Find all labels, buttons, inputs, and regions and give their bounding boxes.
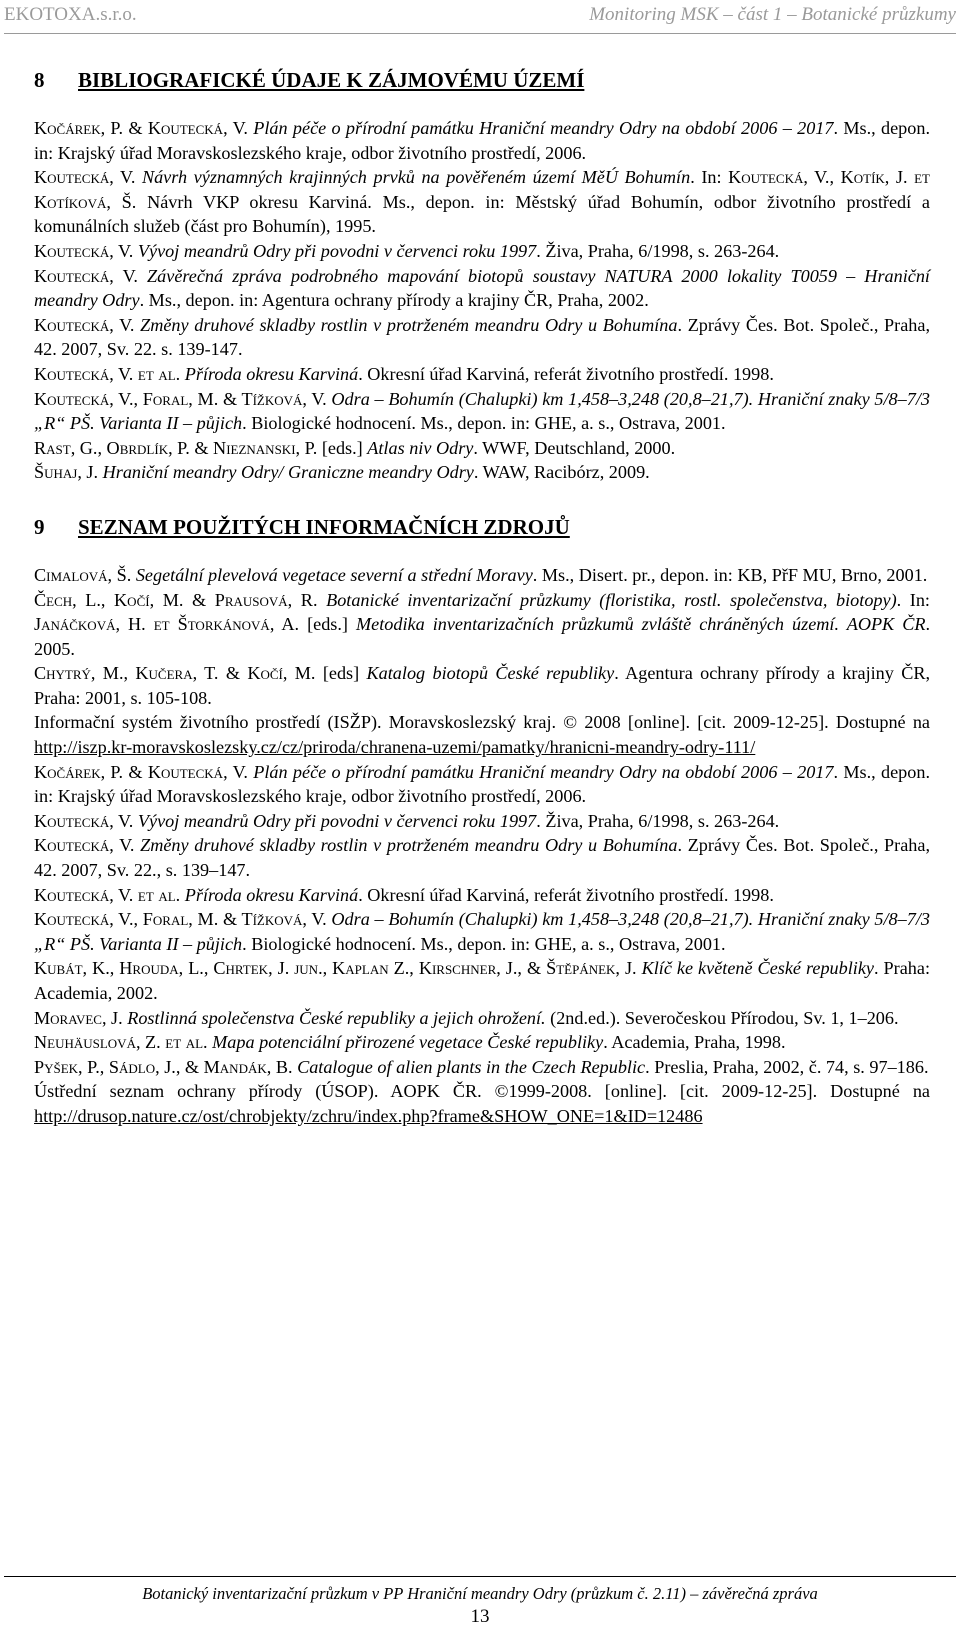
- reference-entry: [34, 661, 930, 710]
- reference-link[interactable]: http://drusop.nature.cz/ost/chrobjekty/zchru/index.php?frame&SHOW_ONE=1&ID=12486: [34, 1105, 703, 1126]
- reference-entry: [34, 1079, 930, 1128]
- reference-entry: [34, 956, 930, 1005]
- page-footer: [4, 1584, 956, 1628]
- reference-title: Vývoj meandrů Odry při povodni v červenci roku 1997: [137, 810, 537, 831]
- reference-authors: Kubát, K., Hrouda, L., Chrtek, J. jun., Kaplan Z., Kirschner, J., & Štěpánek, J.: [34, 958, 642, 979]
- reference-authors: Koutecká, V. et al.: [34, 363, 185, 384]
- reference-title: Změny druhové skladby rostlin v protrženém meandru Odry u Bohumína: [140, 314, 678, 335]
- reference-editor-note: [eds.]: [299, 614, 356, 635]
- reference-title: Plán péče o přírodní památku Hraniční meandry Odry na období 2006 – 2017: [253, 118, 834, 138]
- page-header: [4, 4, 956, 30]
- reference-source: . 2005.: [34, 614, 930, 659]
- reference-source: . Ms., depon. in: Krajský úřad Moravskoslezského kraje, odbor životního prostředí, 2006.: [34, 118, 930, 163]
- reference-source: . Živa, Praha, 6/1998, s. 263-264.: [536, 810, 780, 831]
- reference-authors: Koutecká, V.: [34, 810, 138, 831]
- reference-source: Ústřední seznam ochrany přírody (ÚSOP). AOPK ČR. ©1999-2008. [online]. [cit. 2009-12-25]. Dostupné na: [34, 1081, 930, 1102]
- reference-entry: [34, 1055, 930, 1080]
- reference-title: Catalogue of alien plants in the Czech Republic: [297, 1056, 646, 1077]
- reference-authors: Chytrý, M., Kučera, T. & Kočí, M.: [34, 663, 323, 684]
- reference-source: . In:: [896, 589, 930, 610]
- reference-entry: [34, 387, 930, 436]
- page-number: 13: [470, 1606, 490, 1627]
- reference-source: . Preslia, Praha, 2002, č. 74, s. 97–186.: [645, 1056, 929, 1077]
- reference-source: . Okresní úřad Karviná, referát životního prostředí. 1998.: [358, 363, 774, 384]
- reference-title: Vývoj meandrů Odry při povodni v červenci roku 1997: [137, 240, 537, 261]
- reference-source: . In:: [690, 167, 729, 188]
- reference-entry: [34, 809, 930, 834]
- reference-title: Změny druhové skladby rostlin v protrženém meandru Odry u Bohumína: [140, 835, 678, 856]
- reference-authors: Koutecká, V. et al.: [34, 884, 185, 905]
- header-project: Monitoring MSK – část 1 – Botanické průzkumy: [589, 4, 956, 25]
- reference-authors: Koutecká, V.: [34, 835, 141, 856]
- reference-entry: [34, 264, 930, 313]
- reference-title: Rostlinná společenstva České republiky a jejich ohrožení.: [127, 1007, 546, 1028]
- reference-source: . Academia, Praha, 1998.: [603, 1032, 786, 1053]
- reference-source: . WAW, Racibórz, 2009.: [473, 462, 650, 483]
- reference-entry: [34, 362, 930, 387]
- reference-authors: Koutecká, V.: [34, 265, 148, 286]
- reference-entry: [34, 313, 930, 362]
- reference-entry: [34, 436, 930, 461]
- reference-source: . Praha: Academia, 2002.: [34, 958, 931, 1003]
- reference-authors: Cimalová, Š.: [34, 564, 136, 585]
- section-number: 8: [34, 68, 45, 92]
- reference-source: . Ms., Disert. pr., depon. in: KB, PřF MU, Brno, 2001.: [532, 564, 928, 585]
- header-company: EKOTOXA.s.r.o.: [4, 4, 137, 25]
- reference-source: . Biologické hodnocení. Ms., depon. in: GHE, a. s., Ostrava, 2001.: [242, 933, 726, 954]
- reference-link[interactable]: http://iszp.kr-moravskoslezsky.cz/cz/priroda/chranena-uzemi/pamatky/hranicni-meandry-odry-111/: [34, 737, 756, 758]
- reference-source: . Biologické hodnocení. Ms., depon. in: GHE, a. s., Ostrava, 2001.: [242, 413, 726, 434]
- reference-editor-note: [eds.]: [321, 437, 368, 458]
- reference-authors: Koutecká, V.: [34, 240, 138, 261]
- reference-authors: Koutecká, V., Foral, M. & Tížková, V.: [34, 388, 332, 409]
- reference-title: Atlas niv Odry: [367, 437, 474, 458]
- reference-title: Hraniční meandry Odry/ Graniczne meandry Odry: [102, 462, 474, 483]
- reference-title: Metodika inventarizačních průzkumů zvláště chráněných území. AOPK ČR: [356, 614, 926, 635]
- reference-source: . Agentura ochrany přírody a krajiny ČR, Praha: 2001, s. 105-108.: [34, 663, 931, 708]
- reference-authors: Koutecká, V.: [34, 314, 141, 335]
- reference-authors: Koutecká, V.: [34, 167, 142, 188]
- reference-source: Informační systém životního prostředí (ISŽP). Moravskoslezský kraj. © 2008 [online]. [cit. 2009-12-25]. Dostupné na: [34, 712, 930, 733]
- reference-entry: [34, 710, 930, 759]
- reference-title: Odra – Bohumín (Chalupki) km 1,458–3,248 (20,8–21,7). Hraniční znaky 5/8–7/3 „R“ PŠ. Varianta II – půjich: [34, 909, 930, 954]
- reference-source: . Zprávy Čes. Bot. Společ., Praha, 42. 2007, Sv. 22. s. 139-147.: [34, 314, 930, 360]
- reference-title: Návrh významných krajinných prvků na pověřeném území MěÚ Bohumín: [141, 167, 691, 188]
- reference-entry: [34, 165, 930, 239]
- reference-entry: [34, 760, 930, 809]
- reference-editor-note: [eds]: [322, 663, 367, 684]
- reference-authors: Koutecká, V., Kotík, J. et Kotíková, Š.: [34, 167, 930, 212]
- reference-title: Mapa potenciální přirozené vegetace České republiky: [212, 1032, 604, 1053]
- reference-entry: [34, 883, 930, 908]
- reference-title: Plán péče o přírodní památku Hraniční meandry Odry na období 2006 – 2017: [253, 761, 834, 782]
- footer-rule: [4, 1576, 956, 1577]
- reference-entry: [34, 460, 930, 485]
- header-rule: [4, 33, 956, 34]
- reference-entry: [34, 1030, 930, 1055]
- reference-source: . WWF, Deutschland, 2000.: [473, 437, 676, 458]
- reference-title: Odra – Bohumín (Chalupki) km 1,458–3,248 (20,8–21,7). Hraniční znaky 5/8–7/3 „R“ PŠ. Varianta II – půjich: [34, 388, 930, 434]
- reference-entry: [34, 1006, 930, 1031]
- reference-source: . Ms., depon. in: Krajský úřad Moravskoslezského kraje, odbor životního prostředí, 2006.: [34, 761, 930, 807]
- section-title: SEZNAM POUŽITÝCH INFORMAČNÍCH ZDROJŮ: [78, 514, 570, 539]
- section-9-heading: [34, 513, 930, 541]
- reference-authors: Neuhäuslová, Z. et al.: [34, 1032, 213, 1053]
- reference-list-9: [34, 563, 930, 1129]
- reference-title: Příroda okresu Karviná: [184, 363, 359, 384]
- reference-title: Příroda okresu Karviná: [184, 884, 359, 905]
- reference-authors: Kočárek, P. & Koutecká, V.: [34, 118, 254, 138]
- reference-source: . Ms., depon. in: Agentura ochrany přírody a krajiny ČR, Praha, 2002.: [139, 290, 649, 311]
- reference-entry: [34, 907, 930, 956]
- reference-authors: Moravec, J.: [34, 1007, 128, 1028]
- reference-authors: Kočárek, P. & Koutecká, V.: [34, 761, 254, 782]
- reference-title: Závěrečná zpráva podrobného mapování biotopů soustavy NATURA 2000 lokality T0059 – Hraniční meandry Odry: [34, 265, 930, 311]
- reference-authors: Janáčková, H. et Štorkánová, A.: [34, 614, 300, 635]
- reference-list-8: [34, 116, 930, 485]
- reference-entry: [34, 588, 930, 662]
- reference-title: Botanické inventarizační průzkumy (floristika, rostl. společenstva, biotopy): [326, 589, 897, 610]
- reference-source: . Živa, Praha, 6/1998, s. 263-264.: [536, 240, 780, 261]
- reference-authors: Rast, G., Obrdlík, P. & Nieznanski, P.: [34, 437, 322, 458]
- footer-text: Botanický inventarizační průzkum v PP Hraniční meandry Odry (průzkum č. 2.11) – závěrečná zpráva: [142, 1584, 818, 1603]
- reference-authors: Čech, L., Kočí, M. & Prausová, R.: [34, 589, 327, 610]
- section-title: BIBLIOGRAFICKÉ ÚDAJE K ZÁJMOVÉMU ÚZEMÍ: [78, 68, 585, 92]
- reference-title: Klíč ke květeně České republiky: [641, 958, 874, 979]
- reference-authors: Pyšek, P., Sádlo, J., & Mandák, B.: [34, 1056, 298, 1077]
- reference-title: Segetální plevelová vegetace severní a střední Moravy: [135, 564, 533, 585]
- reference-source: . Okresní úřad Karviná, referát životního prostředí. 1998.: [358, 884, 774, 905]
- reference-entry: [34, 833, 930, 882]
- reference-source: (2nd.ed.). Severočeskou Přírodou, Sv. 1, 1–206.: [545, 1007, 899, 1028]
- reference-source: Návrh VKP okresu Karviná. Ms., depon. in: Městský úřad Bohumín, odbor životního prostředí a komunálních služeb (část pro Bohumín), 1995.: [34, 191, 931, 237]
- reference-entry: [34, 116, 930, 165]
- reference-entry: [34, 239, 930, 264]
- reference-entry: [34, 563, 930, 588]
- page-content: [34, 66, 930, 1129]
- reference-authors: Koutecká, V., Foral, M. & Tížková, V.: [34, 909, 332, 930]
- reference-title: Katalog biotopů České republiky: [366, 663, 615, 684]
- reference-authors: Šuhaj, J.: [34, 462, 103, 483]
- section-number: 9: [34, 514, 45, 539]
- reference-source: . Zprávy Čes. Bot. Společ., Praha, 42. 2007, Sv. 22., s. 139–147.: [34, 835, 930, 881]
- section-8-heading: [34, 66, 930, 94]
